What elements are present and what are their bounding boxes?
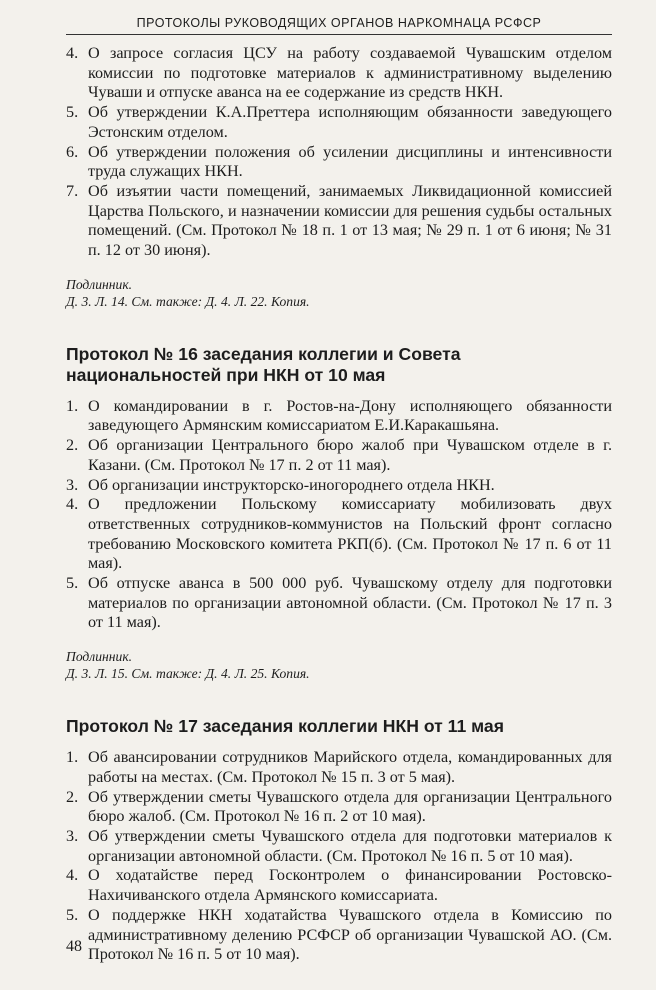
item-text: Об утверждении сметы Чувашского отдела для подготовки материалов к организации автономной области. (См. Протокол № 16 п. 5 от 10 мая). — [88, 826, 612, 865]
agenda-list — [66, 397, 612, 633]
item-text: О поддержке НКН ходатайства Чувашского отдела в Комиссию по административному делению РСФСР об организации Чувашской АО. (См. Протокол № 16 п. 5 от 10 мая). — [88, 905, 612, 964]
item-text: Об изъятии части помещений, занимаемых Ликвидационной комиссией Царства Польского, и назначении комиссии для решения судьбы остальных помещений. (См. Протокол № 18 п. 1 от 13 мая; № 29 п. 1 от 6 июня; № 31 п. 12 от 30 июня). — [88, 181, 612, 260]
source-type: Подлинник. — [66, 276, 133, 292]
agenda-item — [66, 906, 612, 965]
item-number: 2. — [66, 436, 79, 455]
item-number: 5. — [66, 103, 79, 122]
source-type: Подлинник. — [66, 649, 133, 665]
item-number: 4. — [66, 495, 79, 514]
agenda-item — [66, 866, 612, 905]
source-reference: Д. 3. Л. 14. См. также: Д. 4. Л. 22. Копия. — [66, 293, 310, 309]
protocol-16-title: Протокол № 16 заседания коллегии и Совета национальностей при НКН от 10 мая — [66, 343, 461, 385]
item-text: О предложении Польскому комиссариату мобилизовать двух ответственных сотрудников-коммунистов на Польский фронт согласно требованию Московского комитета РКП(б). (См. Протокол № 17 п. 6 от 11 мая). — [88, 495, 612, 573]
item-text: Об отпуске аванса в 500 000 руб. Чувашскому отделу для подготовки материалов по организации автономной области. (См. Протокол № 17 п. 3 от 11 мая). — [88, 574, 612, 632]
item-number: 3. — [66, 826, 79, 845]
agenda-list — [66, 44, 612, 261]
agenda-item — [66, 827, 612, 866]
item-text: Об утверждении положения об усилении дисциплины и интенсивности труда служащих НКН. — [88, 142, 612, 181]
agenda-item — [66, 495, 612, 574]
agenda-item — [66, 748, 612, 787]
page-number: 48 — [66, 938, 82, 955]
item-text: Об организации Центрального бюро жалоб при Чувашском отделе в г. Казани. (См. Протокол № 17 п. 2 от 11 мая). — [88, 436, 612, 474]
item-text: Об утверждении сметы Чувашского отдела для организации Центрального бюро жалоб. (См. Протокол № 16 п. 2 от 10 мая). — [88, 787, 612, 826]
archival-source — [66, 648, 612, 682]
protocol-17-title: Протокол № 17 заседания коллегии НКН от 11 мая — [66, 716, 504, 737]
running-head: ПРОТОКОЛЫ РУКОВОДЯЩИХ ОРГАНОВ НАРКОМНАЦА РСФСР — [66, 16, 612, 35]
agenda-item — [66, 397, 612, 436]
item-number: 1. — [66, 396, 79, 415]
item-number: 5. — [66, 905, 79, 924]
item-number: 1. — [66, 748, 79, 767]
agenda-item — [66, 44, 612, 103]
item-number: 2. — [66, 787, 79, 806]
item-number: 6. — [66, 142, 79, 161]
agenda-item — [66, 143, 612, 182]
item-number: 4. — [66, 44, 79, 62]
agenda-item — [66, 788, 612, 827]
agenda-list — [66, 748, 612, 965]
source-reference: Д. 3. Л. 15. См. также: Д. 4. Л. 25. Копия. — [66, 666, 310, 682]
item-number: 4. — [66, 866, 79, 885]
item-text: О запросе согласия ЦСУ на работу создаваемой Чувашским отделом комиссии по подготовке материалов к административному выделению Чуваши и отпуске аванса на ее содержание из средств НКН. — [88, 44, 612, 102]
archival-source — [66, 276, 612, 310]
agenda-item — [66, 103, 612, 142]
agenda-item — [66, 182, 612, 261]
page-content — [66, 44, 612, 965]
item-text: Об организации инструкторско-иногороднего отдела НКН. — [88, 475, 495, 494]
item-text: Об авансировании сотрудников Марийского отдела, командированных для работы на местах. (См. Протокол № 15 п. 3 от 5 мая). — [88, 748, 612, 786]
item-number: 7. — [66, 181, 79, 200]
agenda-item — [66, 436, 612, 475]
agenda-item — [66, 574, 612, 633]
item-number: 3. — [66, 475, 79, 494]
item-text: Об утверждении К.А.Преттера исполняющим обязанности заведующего Эстонским отделом. — [88, 103, 612, 141]
agenda-item — [66, 476, 612, 496]
item-number: 5. — [66, 574, 79, 593]
item-text: О ходатайстве перед Госконтролем о финансировании Ростовско-Нахичиванского отдела Армянского комиссариата. — [88, 866, 612, 905]
item-text: О командировании в г. Ростов-на-Дону исполняющего обязанности заведующего Армянским комиссариатом Е.И.Каракашьяна. — [88, 396, 612, 435]
